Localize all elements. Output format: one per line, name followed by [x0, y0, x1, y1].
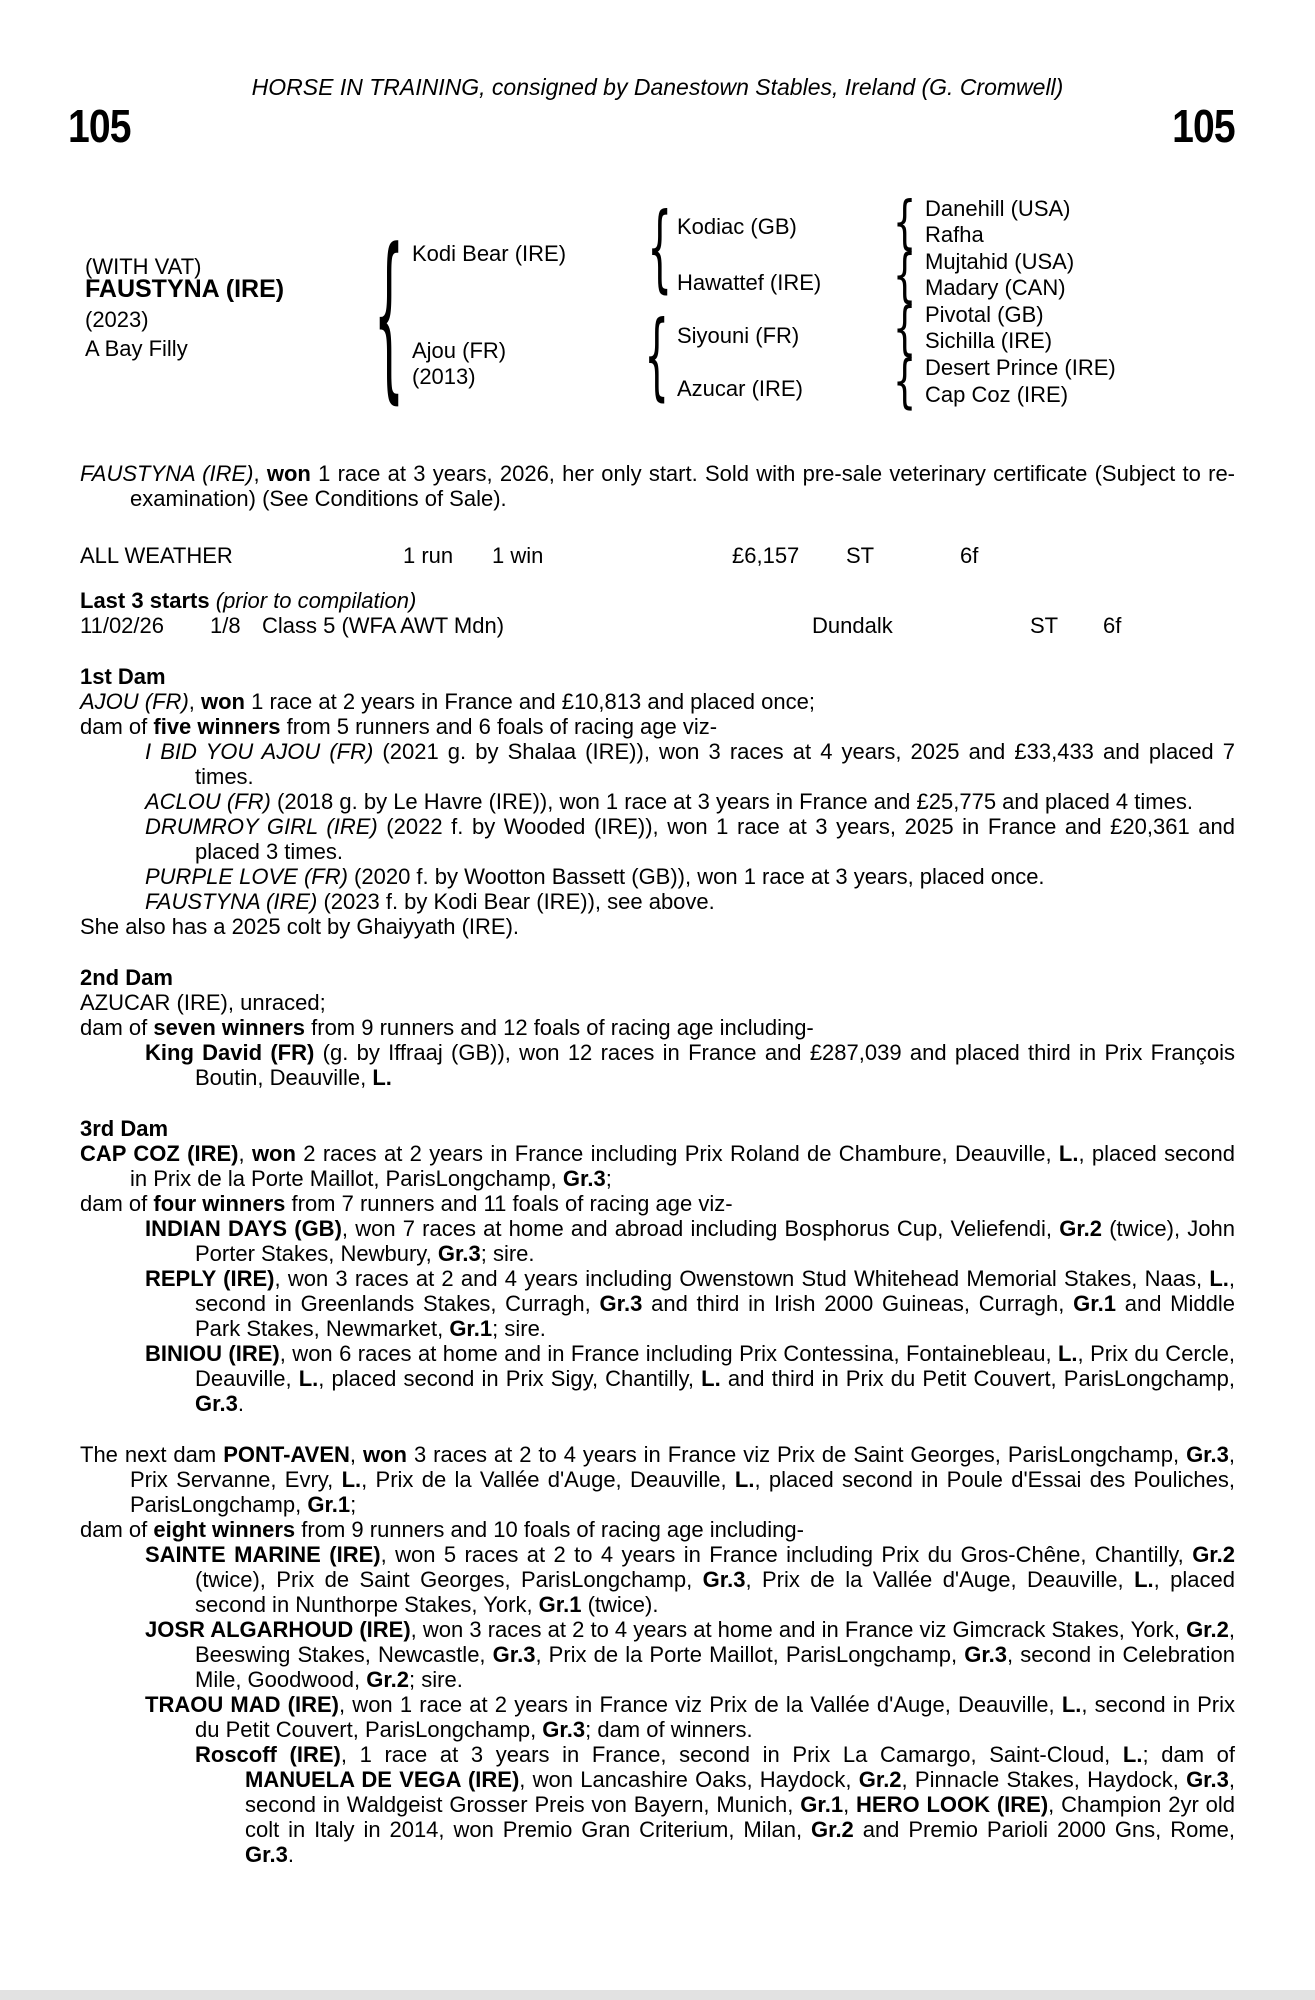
pedigree-tree — [80, 188, 1235, 422]
lot-number-row — [68, 100, 1235, 152]
vat-note: (WITH VAT) — [85, 254, 202, 279]
sire-name: Kodi Bear (IRE) — [412, 241, 567, 266]
pedigree-paragraph: dam of eight winners from 9 runners and 10 foals of racing age including- — [80, 1517, 804, 1542]
pedigree-paragraph: BINIOU (IRE), won 6 races at home and in France including Prix Contessina, Fontainebleau, L., Prix du Cercle, Deauville, L., placed second in Prix Sigy, Chantilly, L. and third in Prix du Petit Couvert, ParisLongchamp, Gr.3. — [145, 1341, 1235, 1416]
great-grandparent-name: Danehill (USA) — [925, 196, 1071, 221]
wins-count: 1 win — [492, 543, 544, 568]
section-heading: 2nd Dam — [80, 965, 173, 990]
consignor-line: HORSE IN TRAINING, consigned by Danestown Stables, Ireland (G. Cromwell) — [251, 74, 1064, 100]
pedigree-paragraph: AZUCAR (IRE), unraced; — [80, 990, 326, 1015]
section-heading: 1st Dam — [80, 664, 166, 689]
last-starts-subtitle: (prior to compilation) — [215, 588, 417, 613]
page-bottom-edge — [0, 1990, 1315, 2000]
grandparent-name: Azucar (IRE) — [677, 376, 803, 401]
pedigree-paragraph: King David (FR) (g. by Iffraaj (GB)), won 12 races in France and £287,039 and placed third in Prix François Boutin, Deauville, L. — [145, 1040, 1235, 1090]
dam-name: Ajou (FR) — [412, 338, 507, 363]
race-record-row — [80, 543, 1235, 568]
lot-number-right: 105 — [1172, 100, 1235, 152]
pedigree-brace-dam: { — [644, 299, 670, 411]
distance-label: 6f — [960, 543, 979, 568]
pedigree-brace-gp3: { — [893, 294, 917, 362]
great-grandparent-name: Pivotal (GB) — [925, 302, 1044, 327]
pedigree-sections — [80, 664, 1235, 1867]
pedigree-paragraph: PURPLE LOVE (FR) (2020 f. by Wootton Bassett (GB)), won 1 race at 3 years, placed once. — [145, 864, 1045, 889]
grandparent-name: Kodiac (GB) — [677, 214, 797, 239]
pedigree-paragraph: DRUMROY GIRL (IRE) (2022 f. by Wooded (IRE)), won 1 race at 3 years, 2025 in France and £20,361 and placed 3 times. — [145, 814, 1235, 864]
dam-section — [80, 1116, 1235, 1416]
start-code: ST — [1030, 613, 1059, 638]
pedigree-paragraph: AJOU (FR), won 1 race at 2 years in France and £10,813 and placed once; — [80, 689, 815, 714]
pedigree-brace-gp2: { — [893, 241, 917, 309]
pedigree-paragraph: CAP COZ (IRE), won 2 races at 2 years in France including Prix Roland de Chambure, Deauville, L., placed second in Prix de la Porte Maillot, ParisLongchamp, Gr.3; — [80, 1141, 1236, 1191]
horse-description: A Bay Filly — [85, 336, 188, 361]
pedigree-paragraph: I BID YOU AJOU (FR) (2021 g. by Shalaa (IRE)), won 3 races at 4 years, 2025 and £33,433 and placed 7 times. — [145, 739, 1235, 789]
pedigree-paragraph: INDIAN DAYS (GB), won 7 races at home and abroad including Bosphorus Cup, Veliefendi, Gr.2 (twice), John Porter Stakes, Newbury, Gr.3; sire. — [145, 1216, 1235, 1266]
section-heading: 3rd Dam — [80, 1116, 169, 1141]
last-starts-block — [80, 588, 1235, 638]
great-grandparent-name: Mujtahid (USA) — [925, 249, 1075, 274]
pedigree-paragraph: FAUSTYNA (IRE) (2023 f. by Kodi Bear (IRE)), see above. — [145, 889, 715, 914]
dam-year: (2013) — [412, 364, 476, 389]
great-grandparent-name: Desert Prince (IRE) — [925, 355, 1116, 380]
start-position: 1/8 — [210, 613, 241, 638]
horse-name: FAUSTYNA (IRE) — [85, 275, 285, 303]
pedigree-paragraph: SAINTE MARINE (IRE), won 5 races at 2 to 4 years in France including Prix du Gros-Chêne, Chantilly, Gr.2 (twice), Prix de Saint Georges, ParisLongchamp, Gr.3, Prix de la Vallée d'Auge, Deauville, L., placed second in Nunthorpe Stakes, York, Gr.1 (twice). — [145, 1542, 1236, 1617]
last-starts-heading — [80, 588, 1235, 613]
earnings-value: £6,157 — [732, 543, 800, 568]
great-grandparent-name: Cap Coz (IRE) — [925, 382, 1069, 407]
pedigree-paragraph: REPLY (IRE), won 3 races at 2 and 4 years including Owenstown Stud Whitehead Memorial Stakes, Naas, L., second in Greenlands Stakes, Curragh, Gr.3 and third in Irish 2000 Guineas, Curragh, Gr.1 and Middle Park Stakes, Newmarket, Gr.1; sire. — [145, 1266, 1235, 1341]
pedigree-brace-gp4: { — [893, 347, 917, 415]
pedigree-paragraph: JOSR ALGARHOUD (IRE), won 3 races at 2 to 4 years at home and in France viz Gimcrack Stakes, York, Gr.2, Beeswing Stakes, Newcastle, Gr.3, Prix de la Porte Maillot, ParisLongchamp, Gr.3, second in Celebration Mile, Goodwood, Gr.2; sire. — [145, 1617, 1235, 1692]
runs-count: 1 run — [403, 543, 454, 568]
start-distance: 6f — [1103, 613, 1122, 638]
start-date: 11/02/26 — [80, 613, 165, 638]
pedigree-paragraph: She also has a 2025 colt by Ghaiyyath (IRE). — [80, 914, 520, 939]
lot-number-left: 105 — [68, 100, 131, 152]
pedigree-paragraph: The next dam PONT-AVEN, won 3 races at 2 to 4 years in France viz Prix de Saint Georges, ParisLongchamp, Gr.3, Prix Servanne, Evry, L., Prix de la Vallée d'Auge, Deauville, L., placed second in Poule d'Essai des Pouliches, ParisLongchamp, Gr.1; — [80, 1442, 1236, 1517]
last-start-row — [80, 613, 1235, 638]
dam-section — [80, 664, 1235, 939]
pedigree-brace-sire: { — [647, 191, 673, 303]
pedigree-paragraph: TRAOU MAD (IRE), won 1 race at 2 years in France viz Prix de la Vallée d'Auge, Deauville, L., second in Prix du Petit Couvert, ParisLongchamp, Gr.3; dam of winners. — [145, 1692, 1235, 1742]
pedigree-paragraph: dam of four winners from 7 runners and 11 foals of racing age viz- — [80, 1191, 733, 1216]
dam-section — [80, 965, 1235, 1090]
grandparent-name: Hawattef (IRE) — [677, 270, 822, 295]
race-summary: FAUSTYNA (IRE), won 1 race at 3 years, 2026, her only start. Sold with pre-sale veterinary certificate (Subject to re-examination) (See Conditions of Sale). — [80, 461, 1236, 511]
surface-label: ALL WEATHER — [80, 543, 233, 568]
grandparent-name: Siyouni (FR) — [677, 323, 800, 348]
last-starts-title: Last 3 starts — [80, 588, 210, 613]
great-grandparent-name: Rafha — [925, 222, 984, 247]
horse-year: (2023) — [85, 307, 149, 332]
code-label: ST — [846, 543, 875, 568]
start-track: Dundalk — [812, 613, 893, 638]
pedigree-brace-gp1: { — [893, 188, 917, 256]
great-grandparent-name: Madary (CAN) — [925, 275, 1066, 300]
great-grandparent-name: Sichilla (IRE) — [925, 328, 1053, 353]
start-race: Class 5 (WFA AWT Mdn) — [262, 613, 505, 638]
pedigree-paragraph: dam of seven winners from 9 runners and 12 foals of racing age including- — [80, 1015, 814, 1040]
pedigree-paragraph: Roscoff (IRE), 1 race at 3 years in France, second in Prix La Camargo, Saint-Cloud, L.; dam of MANUELA DE VEGA (IRE), won Lancashire Oaks, Haydock, Gr.2, Pinnacle Stakes, Haydock, Gr.3, second in Waldgeist Grosser Preis von Bayern, Munich, Gr.1, HERO LOOK (IRE), Champion 2yr old colt in Italy in 2014, won Premio Gran Criterium, Milan, Gr.2 and Premio Parioli 2000 Gns, Rome, Gr.3. — [195, 1742, 1236, 1867]
pedigree-paragraph: ACLOU (FR) (2018 g. by Le Havre (IRE)), won 1 race at 3 years in France and £25,775 and placed 4 times. — [145, 789, 1193, 814]
pedigree-brace-main: { — [373, 212, 405, 422]
dam-section — [80, 1442, 1235, 1867]
pedigree-paragraph: dam of five winners from 5 runners and 6 foals of racing age viz- — [80, 714, 718, 739]
